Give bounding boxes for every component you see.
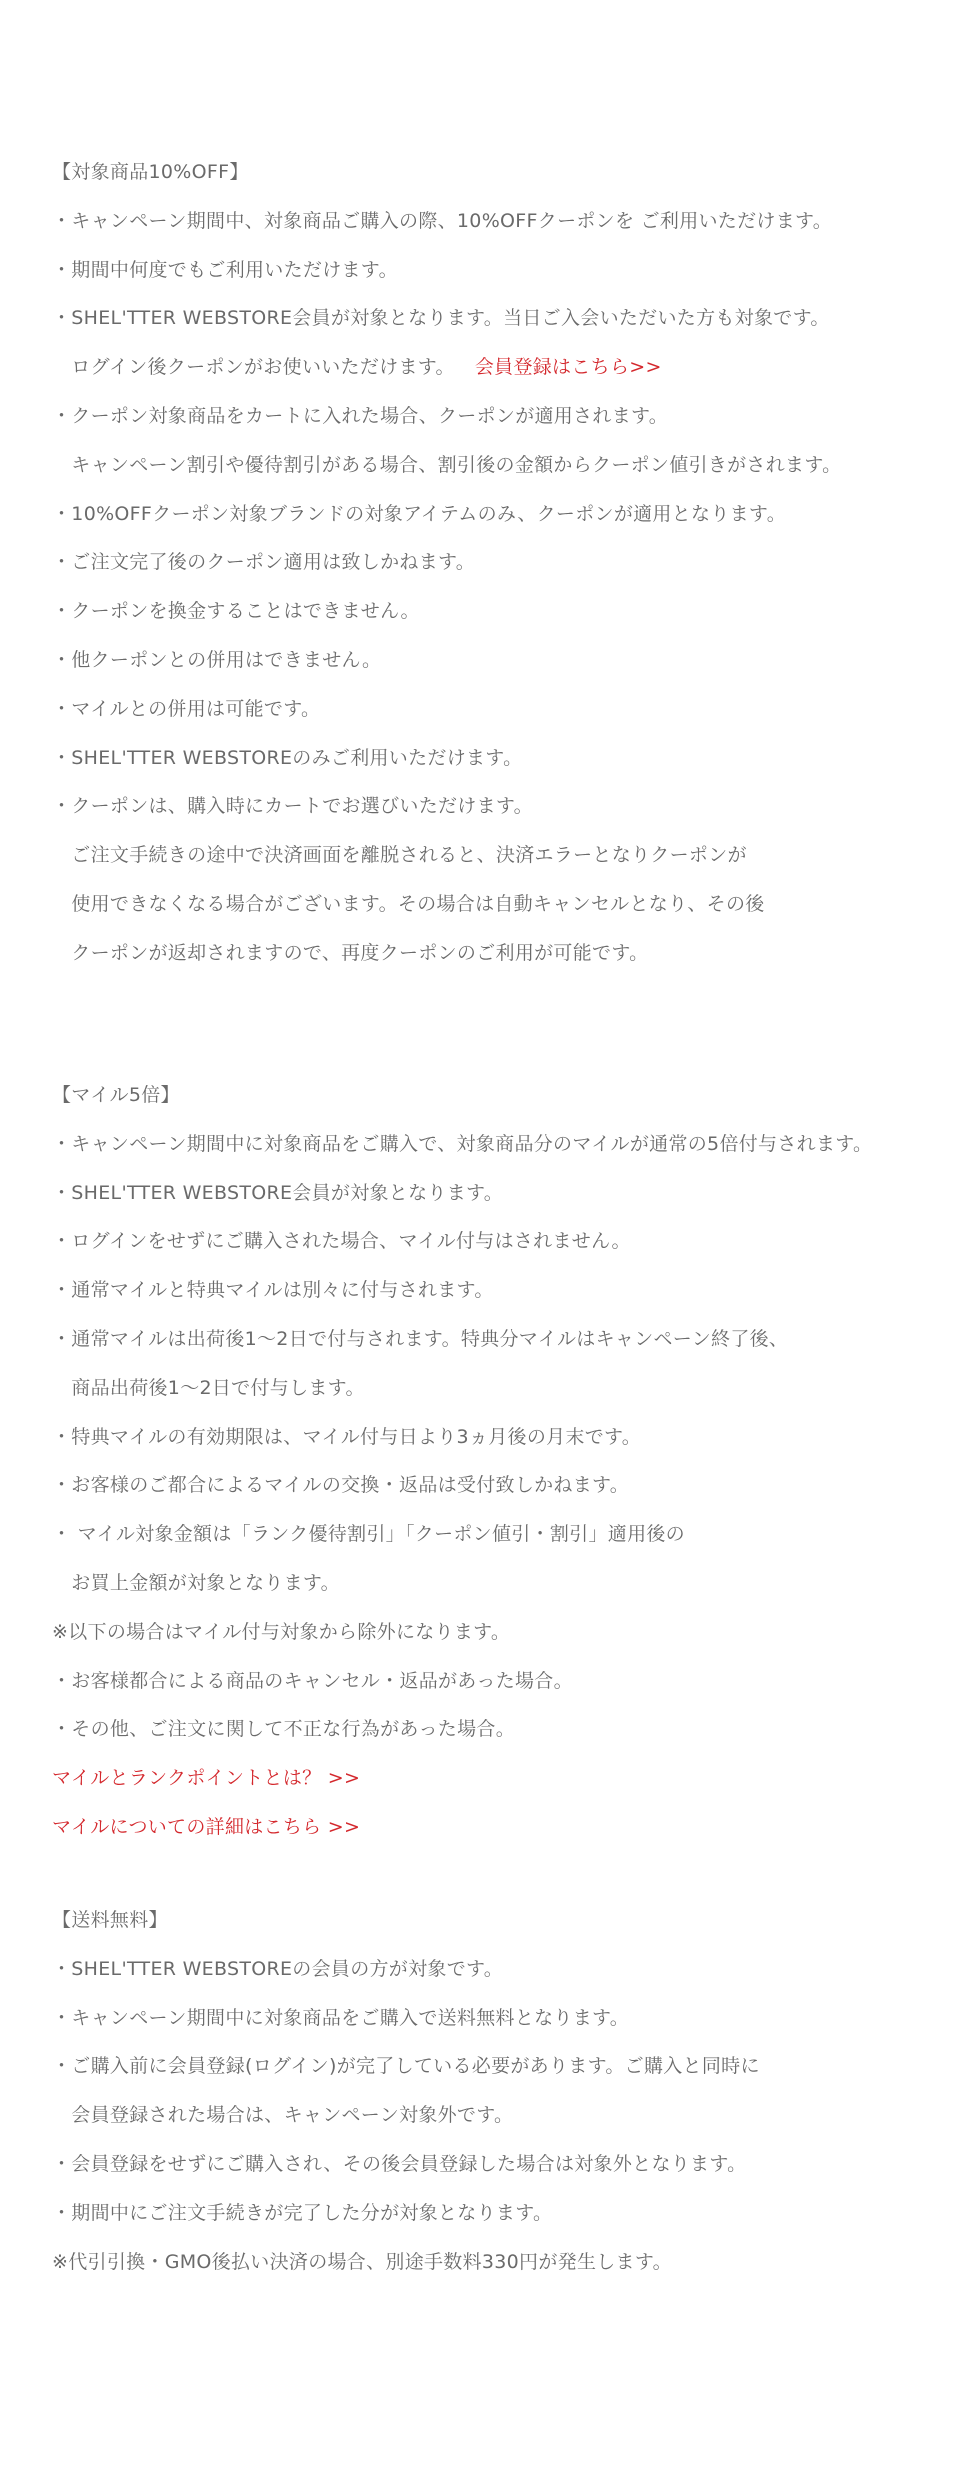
coupon-line: ログイン後クーポンがお使いいただけます。 (52, 356, 455, 379)
coupon-line: ・クーポン対象商品をカートに入れた場合、クーポンが適用されます。 (52, 404, 669, 427)
coupon-line-with-link (52, 343, 952, 392)
coupon-line: クーポンが返却されますので、再度クーポンのご利用が可能です。 (52, 941, 649, 964)
shipping-line: 会員登録された場合は、キャンペーン対象外です。 (52, 2104, 514, 2127)
coupon-line: ・10%OFFクーポン対象ブランドの対象アイテムのみ、クーポンが適用となります。 (52, 502, 787, 525)
shipping-line: ・会員登録をせずにご購入され、その後会員登録した場合は対象外となります。 (52, 2152, 747, 2175)
coupon-line: ・他クーポンとの併用はできません。 (52, 648, 382, 671)
mile-line: ・通常マイルと特典マイルは別々に付与されます。 (52, 1279, 494, 1302)
mile-rank-point-link-row (52, 1754, 952, 1803)
mile-line: ・キャンペーン期間中に対象商品をご購入で、対象商品分のマイルが通常の5倍付与されます。 (52, 1132, 873, 1155)
coupon-line: キャンペーン割引や優待割引がある場合、割引後の金額からクーポン値引きがされます。 (52, 453, 842, 476)
mile-line: ・その他、ご注文に関して不正な行為があった場合。 (52, 1718, 516, 1741)
coupon-line: ・クーポンを換金することはできません。 (52, 600, 420, 623)
shipping-line: ・SHEL'TTER WEBSTOREの会員の方が対象です。 (52, 1957, 504, 1980)
mile-line: ・特典マイルの有効期限は、マイル付与日より3ヵ月後の月末です。 (52, 1425, 642, 1448)
shipping-line: ・期間中にご注文手続きが完了した分が対象となります。 (52, 2201, 553, 2224)
coupon-section (52, 148, 952, 978)
mile-detail-link[interactable]: マイルについての詳細はこちら >> (52, 1815, 361, 1838)
mile-line: ・お客様のご都合によるマイルの交換・返品は受付致しかねます。 (52, 1474, 630, 1497)
coupon-line: ご注文手続きの途中で決済画面を離脱されると、決済エラーとなりクーポンが (52, 844, 747, 867)
shipping-line: ・ご購入前に会員登録(ログイン)が完了している必要があります。ご購入と同時に (52, 2055, 760, 2078)
coupon-line: ・キャンペーン期間中、対象商品ご購入の際、10%OFFクーポンを ご利用いただけます。 (52, 209, 833, 232)
coupon-line: ・ご注文完了後のクーポン適用は致しかねます。 (52, 551, 476, 574)
mile-heading: 【マイル5倍】 (52, 1084, 180, 1106)
coupon-line: ・期間中何度でもご利用いただけます。 (52, 258, 398, 281)
mile-detail-link-row (52, 1803, 952, 1852)
shipping-heading: 【送料無料】 (52, 1909, 168, 1931)
mile-line: ・ログインをせずにご購入された場合、マイル付与はされません。 (52, 1230, 631, 1253)
mile-line: ・通常マイルは出荷後1～2日で付与されます。特典分マイルはキャンペーン終了後、 (52, 1327, 789, 1350)
coupon-line: ・SHEL'TTER WEBSTOREのみご利用いただけます。 (52, 746, 523, 769)
mile-line: ・お客様都合による商品のキャンセル・返品があった場合。 (52, 1669, 573, 1692)
mile-line: お買上金額が対象となります。 (52, 1571, 340, 1594)
mile-line: ※以下の場合はマイル付与対象から除外になります。 (52, 1620, 511, 1643)
mile-rank-point-link[interactable]: マイルとランクポイントとは？ >> (52, 1767, 361, 1790)
member-register-link[interactable]: 会員登録はこちら>> (474, 356, 662, 379)
shipping-line: ・キャンペーン期間中に対象商品をご購入で送料無料となります。 (52, 2006, 630, 2029)
shipping-line: ※代引引換・GMO後払い決済の場合、別途手数料330円が発生します。 (52, 2250, 672, 2273)
mile-section (52, 1071, 952, 1852)
coupon-line: ・SHEL'TTER WEBSTORE会員が対象となります。当日ご入会いただいた方も対象です。 (52, 307, 830, 330)
mile-line: 商品出荷後1～2日で付与します。 (52, 1376, 365, 1399)
mile-line: ・SHEL'TTER WEBSTORE会員が対象となります。 (52, 1181, 504, 1204)
coupon-line: 使用できなくなる場合がございます。その場合は自動キャンセルとなり、その後 (52, 892, 765, 915)
coupon-line: ・マイルとの併用は可能です。 (52, 697, 321, 720)
shipping-section (52, 1896, 952, 2286)
coupon-line: ・クーポンは、購入時にカートでお選びいただけます。 (52, 795, 533, 818)
coupon-heading: 【対象商品10%OFF】 (52, 161, 249, 183)
mile-line: ・ マイル対象金額は「ランク優待割引」「クーポン値引・割引」適用後の (52, 1523, 685, 1546)
